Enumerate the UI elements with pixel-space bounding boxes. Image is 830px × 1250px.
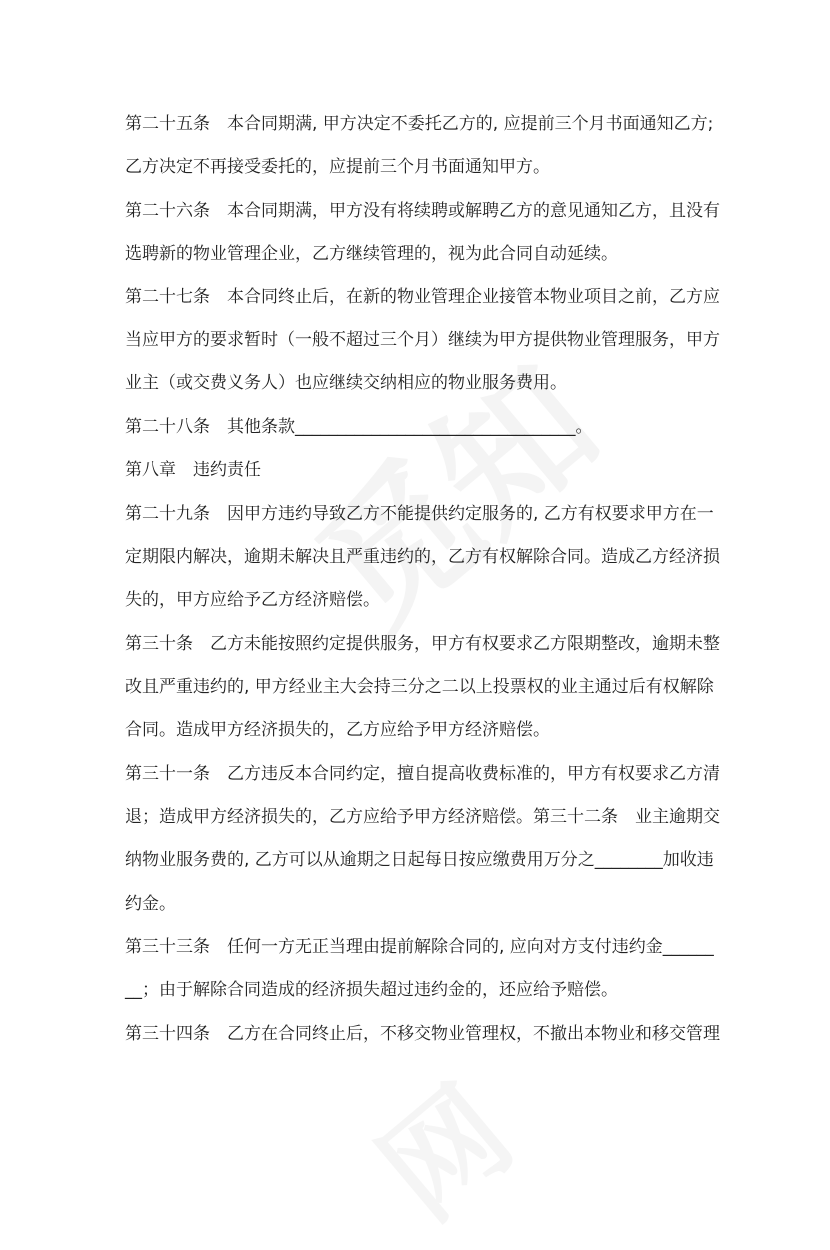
article-27-line-3: 业主（或交费义务人）也应继续交纳相应的物业服务费用。: [125, 373, 567, 393]
article-26-line-2: 选聘新的物业管理企业，乙方继续管理的，视为此合同自动延续。: [125, 244, 618, 264]
article-29-line-1: 第二十九条 因甲方违约导致乙方不能提供约定服务的, 乙方有权要求甲方在一: [125, 504, 714, 524]
article-25-line-1: 第二十五条 本合同期满, 甲方决定不委托乙方的, 应提前三个月书面通知乙方;: [125, 114, 714, 134]
article-31-line-2: 退；造成甲方经济损失的，乙方应给予甲方经济赔偿。第三十二条 业主逾期交: [125, 807, 720, 827]
article-33-line-2: __；由于解除合同造成的经济损失超过违约金的，还应给予赔偿。: [125, 980, 618, 1000]
watermark: [339, 1042, 541, 1250]
article-29-line-3: 失的，甲方应给予乙方经济赔偿。: [125, 590, 380, 610]
article-32-line-1: 纳物业服务费的, 乙方可以从逾期之日起每日按应缴费用万分之________加收违: [125, 850, 714, 870]
article-28-line-1: 第二十八条 其他条款_________________________________。: [125, 417, 593, 437]
article-26-line-1: 第二十六条 本合同期满，甲方没有将续聘或解聘乙方的意见通知乙方，且没有: [125, 201, 720, 221]
article-31-line-1: 第三十一条 乙方违反本合同约定，擅自提高收费标准的，甲方有权要求乙方清: [125, 764, 720, 784]
article-30-line-2: 改且严重违约的, 甲方经业主大会持三分之二以上投票权的业主通过后有权解除: [125, 677, 714, 697]
article-25-line-2: 乙方决定不再接受委托的，应提前三个月书面通知甲方。: [125, 157, 550, 177]
article-29-line-2: 定期限内解决，逾期未解决且严重违约的，乙方有权解除合同。造成乙方经济损: [125, 547, 720, 567]
article-32-line-2: 约金。: [125, 894, 176, 914]
article-27-line-1: 第二十七条 本合同终止后，在新的物业管理企业接管本物业项目之前，乙方应: [125, 287, 720, 307]
article-30-line-1: 第三十条 乙方未能按照约定提供服务，甲方有权要求乙方限期整改，逾期未整: [125, 634, 720, 654]
article-30-line-3: 合同。造成甲方经济损失的，乙方应给予甲方经济赔偿。: [125, 720, 550, 740]
article-33-line-1: 第三十三条 任何一方无正当理由提前解除合同的, 应向对方支付违约金______: [125, 937, 714, 957]
article-34-line-1: 第三十四条 乙方在合同终止后，不移交物业管理权，不撤出本物业和移交管理: [125, 1024, 720, 1044]
watermark: [266, 309, 635, 667]
chapter-8-heading: 第八章 违约责任: [125, 460, 261, 480]
article-27-line-2: 当应甲方的要求暂时（一般不超过三个月）继续为甲方提供物业管理服务，甲方: [125, 330, 720, 350]
